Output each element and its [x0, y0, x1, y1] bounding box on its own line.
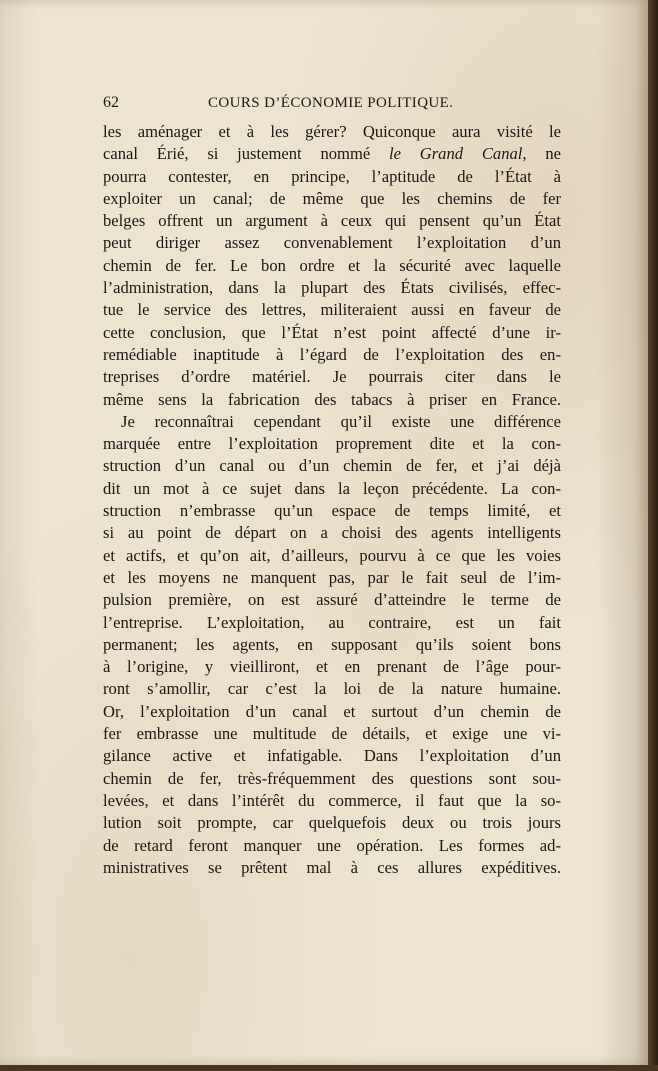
- text-line: pourra contester, en principe, l’aptitude de l’État à: [103, 166, 561, 186]
- page-number: 62: [103, 94, 119, 111]
- text-line: si au point de départ on a choisi des agents intelligents: [103, 523, 561, 543]
- text-line: et actifs, et qu’on ait, d’ailleurs, pourvu à ce que les voies: [103, 545, 561, 565]
- text-line: fer embrasse une multitude de détails, et exige une vi-: [103, 724, 561, 744]
- text-line: chemin de fer. Le bon ordre et la sécurité avec laquelle: [103, 255, 561, 275]
- page-header: [103, 94, 563, 116]
- text-line: et les moyens ne manquent pas, par le fait seul de l’im-: [103, 567, 561, 587]
- book-spine-edge: [648, 0, 658, 1071]
- text-line: ront s’amollir, car c’est la loi de la nature humaine.: [103, 679, 561, 699]
- text-line: belges offrent un argument à ceux qui pensent qu’un État: [103, 211, 561, 231]
- text-line: à l’origine, y vieilliront, et en prenant de l’âge pour-: [103, 657, 561, 677]
- text-line: struction n’embrasse qu’un espace de temps limité, et: [103, 501, 561, 521]
- text-line: pulsion première, on est assuré d’atteindre le terme de: [103, 590, 561, 610]
- paragraph-start-line: Je reconnaîtrai cependant qu’il existe une différence: [121, 411, 561, 431]
- text-line: exploiter un canal; de même que les chemins de fer: [103, 188, 561, 208]
- text-line: même sens la fabrication des tabacs à priser en France.: [103, 389, 561, 409]
- text-line: gilance active et infatigable. Dans l’exploitation d’un: [103, 746, 561, 766]
- text-line: l’entreprise. L’exploitation, au contraire, est un fait: [103, 612, 561, 632]
- text-line: remédiable inaptitude à l’égard de l’exploitation des en-: [103, 344, 561, 364]
- text-line: lution soit prompte, car quelquefois deux ou trois jours: [103, 813, 561, 833]
- text-line: ministratives se prêtent mal à ces allures expéditives.: [103, 857, 561, 877]
- text-line: levées, et dans l’intérêt du commerce, il faut que la so-: [103, 790, 561, 810]
- italic-title: le Grand Canal: [388, 144, 523, 164]
- text-line: l’administration, dans la plupart des États civilisés, effec-: [103, 278, 561, 298]
- text-line: cette conclusion, que l’État n’est point affecté d’une ir-: [103, 322, 561, 342]
- text-line: [103, 143, 561, 165]
- body-text: [103, 121, 561, 879]
- page-bottom-edge: [0, 1065, 658, 1071]
- text-line: struction d’un canal ou d’un chemin de fer, et j’ai déjà: [103, 456, 561, 476]
- text-line: dit un mot à ce sujet dans la leçon précédente. La con-: [103, 478, 561, 498]
- text-line: treprises d’ordre matériel. Je pourrais citer dans le: [103, 367, 561, 387]
- text-segment: canal Érié, si justement nommé: [103, 144, 371, 164]
- text-line: permanent; les agents, en supposant qu’ils soient bons: [103, 634, 561, 654]
- text-line: les aménager et à les gérer? Quiconque aura visité le: [103, 122, 561, 141]
- text-line: tue le service des lettres, militeraient aussi en faveur de: [103, 300, 561, 320]
- text-line: chemin de fer, très-fréquemment des questions sont sou-: [103, 768, 561, 788]
- text-segment: , ne: [522, 144, 561, 164]
- text-line: Or, l’exploitation d’un canal et surtout d’un chemin de: [103, 701, 561, 721]
- text-line: peut diriger assez convenablement l’exploitation d’un: [103, 233, 561, 253]
- text-line: marquée entre l’exploitation proprement dite et la con-: [103, 434, 561, 454]
- running-title: COURS D’ÉCONOMIE POLITIQUE.: [208, 95, 454, 111]
- text-line: de retard feront manquer une opération. Les formes ad-: [103, 835, 561, 855]
